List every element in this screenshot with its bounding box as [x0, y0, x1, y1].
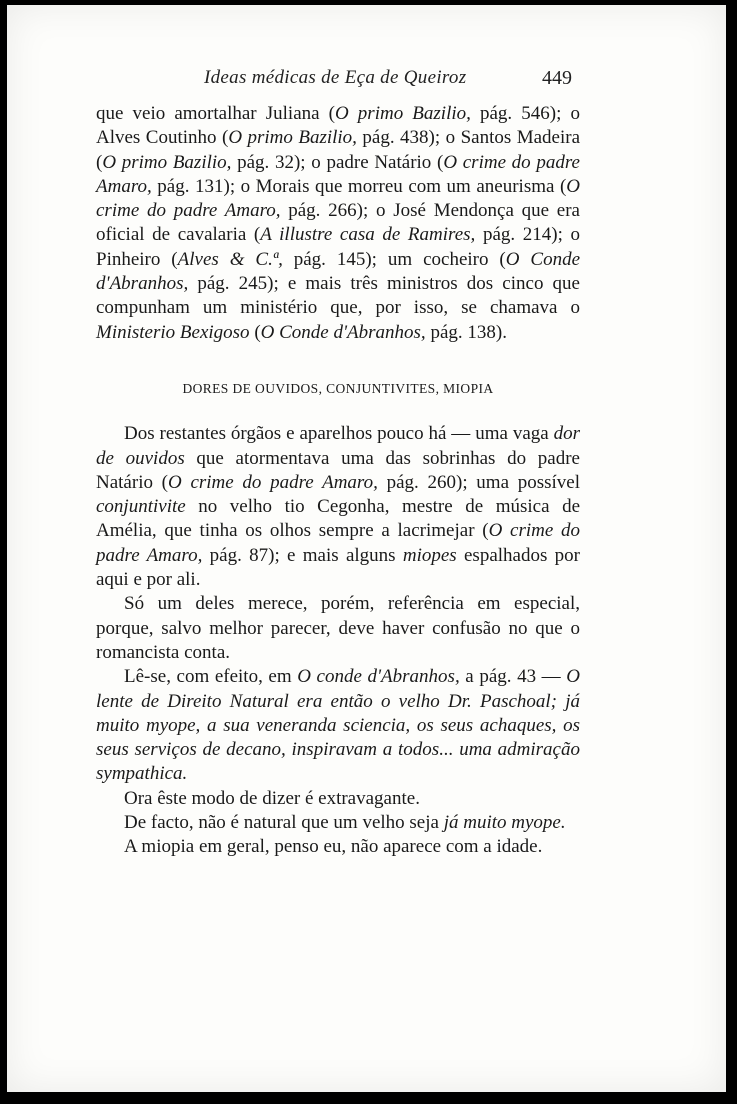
- text-run: pág. 87); e mais alguns: [202, 544, 403, 566]
- italic-run: Alves & C.ª,: [177, 248, 283, 270]
- text-run: pág. 546); o Alves Coutinho (: [96, 103, 580, 149]
- italic-run: O conde d'Abranhos,: [297, 666, 460, 688]
- text-run: espalhados por aqui e por ali.: [96, 544, 580, 591]
- text-run: a pág. 43 —: [459, 666, 567, 688]
- text-run: Ora êste modo de dizer é extravagante.: [124, 787, 420, 809]
- italic-run: conjuntivite: [96, 496, 186, 518]
- text-run: no velho tio Cegonha, mestre de música de Amélia, que tinha os olhos sempre a lacrimejar (: [96, 496, 580, 542]
- italic-run: Ministerio Bexigoso: [96, 321, 250, 343]
- text-run: que veio amortalhar Juliana (: [96, 103, 335, 124]
- italic-run: O primo Bazilio,: [334, 103, 471, 124]
- text-run: pág. 138).: [425, 321, 507, 343]
- text-run: Lê-se, com efeito, em: [124, 666, 298, 688]
- text-run: Dos restantes órgãos e aparelhos pouco há — uma vaga: [124, 423, 554, 445]
- paragraph: [96, 835, 580, 859]
- text-run: pág. 145); um cocheiro (: [282, 248, 506, 270]
- paragraph: [96, 787, 580, 811]
- text-run: pág. 266); o José Mendonça que era oficial de cavalaria (: [96, 200, 580, 246]
- italic-run: O crime do padre Amaro,: [168, 471, 378, 493]
- paragraph: [96, 592, 580, 665]
- italic-run: dor de ouvidos: [96, 423, 580, 469]
- italic-run: O crime do padre Amaro,: [96, 520, 581, 566]
- text-run: Só um deles merece, porém, referência em especial, porque, salvo melhor parecer, deve haver confusão no que o romancista conta.: [96, 593, 580, 663]
- italic-run: O lente de Direito Natural era então o velho Dr. Paschoal; já muito myope, a sua veneranda sciencia, os seus achaques, os seus serviços de decano, inspiravam a todos... uma admiração sympathica.: [96, 666, 581, 785]
- page-number: 449: [542, 67, 572, 89]
- paragraph: [96, 665, 580, 786]
- text-run: pág. 245); e mais três ministros dos cinco que compunham um ministério que, por isso, se chamava o: [96, 273, 580, 319]
- italic-run: A illustre casa de Ramires,: [260, 224, 476, 246]
- italic-run: O primo Bazilio,: [102, 151, 232, 173]
- text-run: (: [249, 321, 261, 343]
- italic-run: O Conde d'Abranhos,: [96, 248, 580, 295]
- page-body: [96, 102, 580, 860]
- section-heading: DORES DE OUVIDOS, CONJUNTIVITES, MIOPIA: [182, 380, 494, 396]
- text-run: pág. 214); o Pinheiro (: [96, 224, 580, 270]
- text-run: De facto, não é natural que um velho seja: [124, 812, 444, 834]
- text-run: pág. 438); o Santos Madeira (: [96, 127, 580, 173]
- text-run: A miopia em geral, penso eu, não aparece com a idade.: [124, 836, 543, 858]
- italic-run: O Conde d'Abranhos,: [260, 321, 426, 343]
- running-title: Ideas médicas de Eça de Queiroz: [204, 67, 467, 88]
- italic-run: O crime do padre Amaro,: [96, 175, 580, 222]
- italic-run: O primo Bazilio,: [228, 127, 357, 149]
- italic-run: O crime do padre Amaro,: [96, 151, 580, 197]
- text-run: pág. 131); o Morais que morreu com um aneurisma (: [151, 175, 567, 197]
- italic-run: já muito myope.: [443, 812, 566, 834]
- text-run: que atormentava uma das sobrinhas do padre Natário (: [96, 447, 580, 493]
- text-run: pág. 260); uma possível: [377, 471, 581, 493]
- paragraph: [96, 811, 580, 835]
- page-header: [7, 67, 726, 97]
- italic-run: miopes: [402, 544, 457, 566]
- text-run: pág. 32); o padre Natário (: [231, 151, 444, 173]
- book-page: [7, 5, 726, 1092]
- paragraph-continued: [96, 102, 580, 345]
- paragraph: [96, 422, 580, 592]
